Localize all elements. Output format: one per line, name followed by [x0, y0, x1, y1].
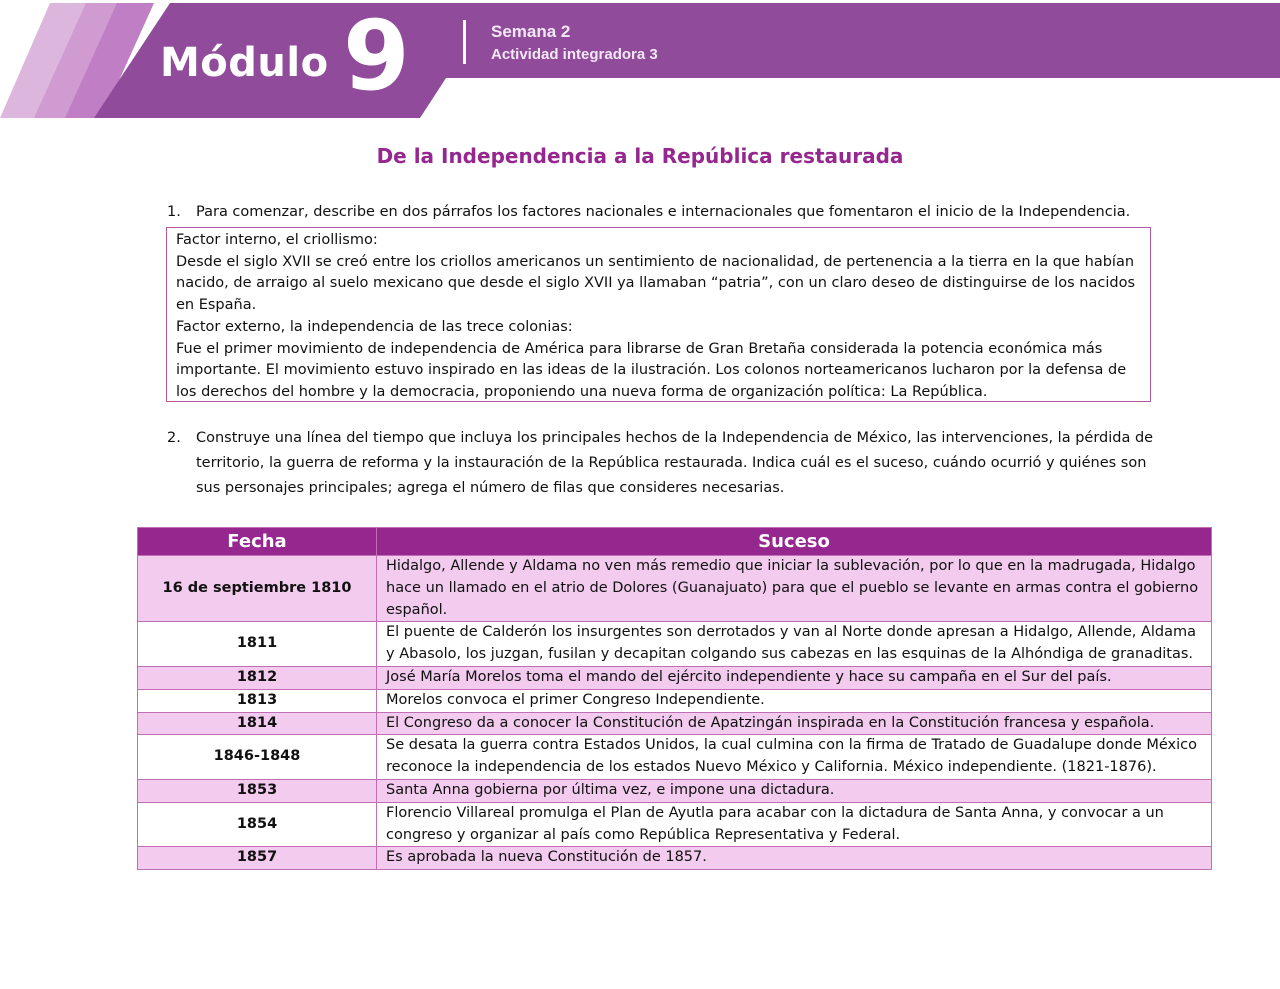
- question-2-line: sus personajes principales; agrega el número de filas que consideres necesarias.: [196, 480, 785, 496]
- row-event: Hidalgo, Allende y Aldama no ven más remedio que iniciar la sublevación, por lo que en la madrugada, Hidalgo hace un llamado en el atrio de Dolores (Guanajuato) para que el pueblo se levante en armas contra el gobierno español.: [377, 556, 1212, 622]
- page-title: De la Independencia a la República restaurada: [376, 144, 904, 168]
- module-label: Módulo: [160, 40, 329, 86]
- answer-heading-external: Factor externo, la independencia de las trece colonias:: [176, 318, 573, 335]
- question-1-number: 1.: [167, 204, 181, 220]
- question-2-line: territorio, la guerra de reforma y la instauración de la República restaurada. Indica cuál es el suceso, cuándo ocurrió y quiénes son: [196, 455, 1147, 471]
- row-date: 1857: [138, 847, 377, 870]
- row-event: Es aprobada la nueva Constitución de 1857.: [377, 847, 1212, 870]
- row-event: José María Morelos toma el mando del ejército independiente y hace su campaña en el Sur del país.: [377, 666, 1212, 689]
- timeline-table: [137, 527, 1212, 870]
- row-date: 1854: [138, 802, 377, 847]
- question-2-line: Construye una línea del tiempo que incluya los principales hechos de la Independencia de México, las intervenciones, la pérdida de: [196, 430, 1154, 446]
- row-date: 1812: [138, 666, 377, 689]
- question-2-number: 2.: [167, 430, 181, 446]
- answer-paragraph-internal: Desde el siglo XVII se creó entre los criollos americanos un sentimiento de nacionalidad, de pertenencia a la tierra en la que habían nacido, de arraigo al suelo mexicano que desde el siglo XVII ya llamaban “patria”, con un claro deseo de distinguirse de los nacidos en España.: [176, 253, 1136, 314]
- question-1-text: Para comenzar, describe en dos párrafos los factores nacionales e internacionales que fomentaron el inicio de la Independencia.: [196, 204, 1131, 220]
- table-row: [138, 712, 1212, 735]
- module-banner: [0, 0, 1280, 120]
- row-event: Santa Anna gobierna por última vez, e impone una dictadura.: [377, 779, 1212, 802]
- table-row: [138, 689, 1212, 712]
- answer-1-box: [166, 227, 1151, 402]
- row-event: Se desata la guerra contra Estados Unidos, la cual culmina con la firma de Tratado de Guadalupe donde México reconoce la independencia de los estados Nuevo México y California. México independiente. (1821-1876).: [377, 735, 1212, 780]
- table-row: [138, 802, 1212, 847]
- table-row: [138, 622, 1212, 667]
- week-label: Semana 2: [491, 22, 571, 41]
- row-date: 16 de septiembre 1810: [138, 556, 377, 622]
- row-date: 1814: [138, 712, 377, 735]
- question-1: [167, 200, 1167, 225]
- table-row: [138, 556, 1212, 622]
- answer-heading-internal: Factor interno, el criollismo:: [176, 232, 378, 248]
- activity-label: Actividad integradora 3: [491, 46, 658, 63]
- table-header-row: [138, 528, 1212, 556]
- question-2: [167, 426, 1167, 501]
- row-event: El Congreso da a conocer la Constitución de Apatzingán inspirada en la Constitución francesa y española.: [377, 712, 1212, 735]
- row-date: 1813: [138, 689, 377, 712]
- row-date: 1846-1848: [138, 735, 377, 780]
- table-row: [138, 666, 1212, 689]
- module-number: 9: [343, 0, 410, 112]
- column-header-event: Suceso: [377, 528, 1212, 556]
- column-header-date: Fecha: [138, 528, 377, 556]
- answer-paragraph-external: Fue el primer movimiento de independencia de América para librarse de Gran Bretaña considerada la potencia económica más importante. El movimiento estuvo inspirado en las ideas de la ilustración. Los colonos norteamericanos lucharon por la defensa de los derechos del hombre y la democracia, proponiendo una nueva forma de organización política: La República.: [176, 340, 1127, 400]
- table-row: [138, 847, 1212, 870]
- row-date: 1853: [138, 779, 377, 802]
- table-row: [138, 735, 1212, 780]
- row-date: 1811: [138, 622, 377, 667]
- table-row: [138, 779, 1212, 802]
- row-event: Morelos convoca el primer Congreso Independiente.: [377, 689, 1212, 712]
- row-event: Florencio Villareal promulga el Plan de Ayutla para acabar con la dictadura de Santa Anna, y convocar a un congreso y organizar al país como República Representativa y Federal.: [377, 802, 1212, 847]
- row-event: El puente de Calderón los insurgentes son derrotados y van al Norte donde apresan a Hidalgo, Allende, Aldama y Abasolo, los juzgan, fusilan y decapitan colgando sus cabezas en las esquinas de la Alhóndiga de granaditas.: [377, 622, 1212, 667]
- header-divider: [463, 20, 466, 64]
